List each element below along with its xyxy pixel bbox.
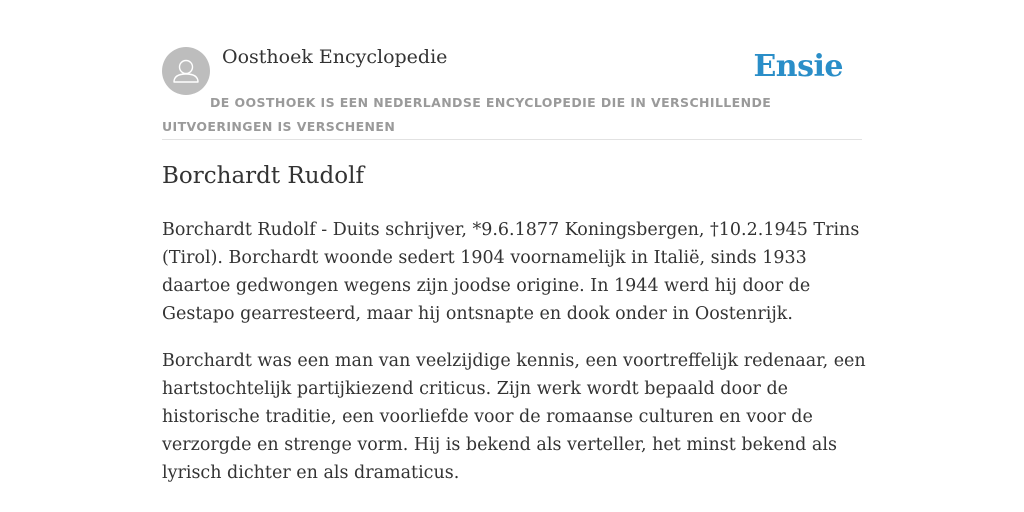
article-title: Borchardt Rudolf — [162, 163, 364, 189]
article-paragraph: Borchardt was een man van veelzijdige kennis, een voortreffelijk redenaar, een hartstochtelijk partijkiezend criticus. Zijn werk wordt bepaald door de historische traditie, een voorliefde voor de romaanse culturen en voor de verzorgde en strenge vorm. Hij is bekend als verteller, het minst bekend als lyrisch dichter en als dramaticus. — [162, 351, 866, 483]
site-tagline: DE OOSTHOEK IS EEN NEDERLANDSE ENCYCLOPEDIE DIE IN VERSCHILLENDE UITVOERINGEN IS VERSCHENEN — [162, 95, 772, 134]
user-icon — [162, 47, 210, 95]
article-body — [162, 216, 866, 506]
brand-logo[interactable]: Ensie — [753, 49, 843, 84]
site-title[interactable]: Oosthoek Encyclopedie — [222, 46, 448, 68]
header-divider — [162, 139, 862, 140]
article-paragraph: Borchardt Rudolf - Duits schrijver, *9.6.1877 Koningsbergen, †10.2.1945 Trins (Tirol). Borchardt woonde sedert 1904 voornamelijk in Italië, sinds 1933 daartoe gedwongen wegens zijn joodse origine. In 1944 werd hij door de Gestapo gearresteerd, maar hij ontsnapte en dook onder in Oostenrijk. — [162, 220, 860, 324]
avatar[interactable] — [162, 47, 210, 95]
